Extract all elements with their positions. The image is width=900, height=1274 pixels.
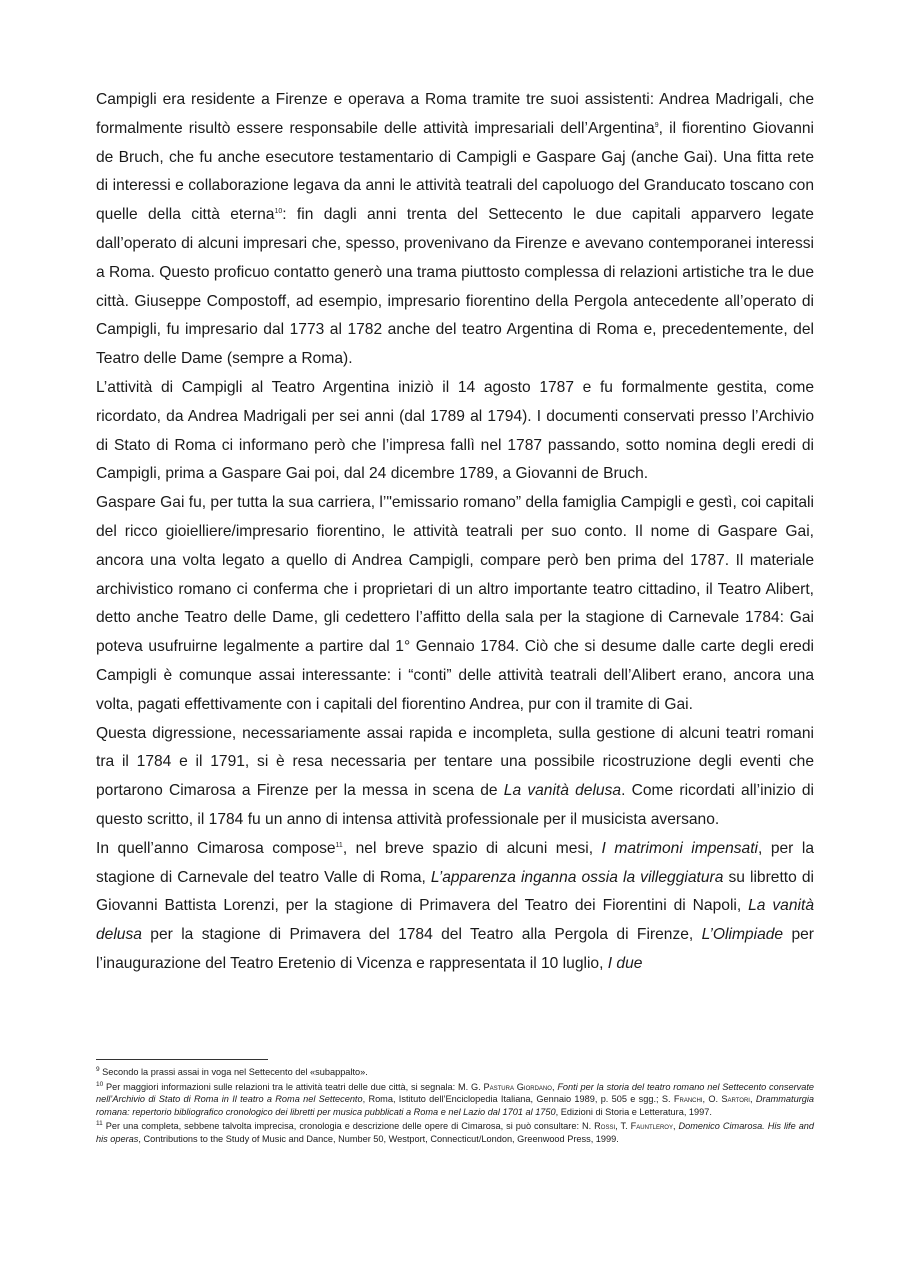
footnote-number: 10 — [96, 1080, 104, 1088]
opera-title: I due — [607, 954, 643, 972]
paragraph-5-text-a: In quell’anno Cimarosa compose — [96, 839, 336, 857]
footnote-ref-9[interactable]: 9 — [654, 121, 659, 129]
author-name: Pastura Giordano — [483, 1081, 552, 1092]
author-name: Sartori — [721, 1094, 750, 1105]
work-title: Drammaturgia romana: repertorio bibliografico cronologico dei libretti per musica pubblicati a Roma e nel Lazio dal 1701 al 1750 — [96, 1094, 815, 1117]
paragraph-5-text-f: per l’inaugurazione del Teatro Eretenio di Vicenza e rappresentata il 10 luglio, — [96, 926, 814, 972]
paragraph-4 — [96, 720, 814, 835]
paragraph-1-text-c: : fin dagli anni trenta del Settecento le due capitali apparvero legate dall’operato di alcuni impresari che, spesso, provenivano da Firenze e avevano contemporanei interessi a Roma. Questo proficuo contatto generò una trama piuttosto complessa di relazioni artistiche tra le due città. Giuseppe Compostoff, ad esempio, impresario fiorentino della Pergola antecedente all’operato di Campigli, fu impresario dal 1773 al 1782 anche del teatro Argentina di Roma e, precedentemente, del Teatro delle Dame (sempre a Roma). — [96, 206, 814, 368]
footnote-text: Per una completa, sebbene talvolta imprecisa, cronologia e descrizione delle opere di Cimarosa, si può consultare: N. — [102, 1121, 595, 1132]
paragraph-1-text-a: Campigli era residente a Firenze e operava a Roma tramite tre suoi assistenti: Andrea Madrigali, che formalmente risultò essere responsabile delle attività impresariali dell’Argentina — [96, 91, 814, 137]
footnote-number: 9 — [96, 1065, 100, 1073]
paragraph-2: L’attività di Campigli al Teatro Argentina iniziò il 14 agosto 1787 e fu formalmente gestita, come ricordato, da Andrea Madrigali per sei anni (dal 1789 al 1794). I documenti conservati presso l’Archivio di Stato di Roma ci informano però che l’impresa fallì nel 1787 passando, sotto nomina degli eredi di Campigli, prima a Gaspare Gai poi, dal 24 dicembre 1789, a Giovanni de Bruch. — [96, 378, 814, 483]
paragraph-5-text-b: , nel breve spazio di alcuni mesi, — [342, 839, 602, 857]
author-name: Fauntleroy — [630, 1121, 673, 1132]
footnote-text: , O. — [702, 1094, 722, 1105]
footnote-text: Per maggiori informazioni sulle relazioni tra le attività teatri delle due città, si segnala: M. G. — [103, 1081, 484, 1092]
paragraph-4-text-a: Questa digressione, necessariamente assai rapida e incompleta, sulla gestione di alcuni teatri romani tra il 1784 e il 1791, si è resa necessaria per tentare una possibile ricostruzione degli eventi che portarono Cimarosa a Firenze per la messa in scena de — [96, 724, 814, 800]
paragraph-5-text-d: su libretto di Giovanni Battista Lorenzi, per la stagione di Primavera del Teatro dei Fiorentini di Napoli, — [96, 868, 814, 915]
footnote-9 — [96, 1066, 814, 1079]
footnote-ref-11[interactable]: 11 — [335, 841, 343, 849]
footnote-text: , — [551, 1081, 558, 1092]
work-title: Domenico Cimarosa. His life and his operas — [96, 1121, 815, 1144]
footnote-text: Secondo la prassi assai in voga nel Settecento del «subappalto». — [99, 1067, 368, 1077]
body-text — [96, 86, 814, 979]
opera-title: La vanità delusa — [503, 782, 622, 800]
footnotes — [96, 1066, 814, 1148]
author-name: Franchi — [673, 1094, 703, 1105]
paragraph-1-text-b: , il fiorentino Giovanni de Bruch, che fu anche esecutore testamentario di Campigli e Gaspare Gaj (anche Gai). Una fitta rete di interessi e collaborazione legava da anni le attività teatrali del capoluogo del Granducato toscano con quelle della città eterna — [96, 119, 815, 224]
footnote-text: , Roma, Istituto dell’Enciclopedia Italiana, Gennaio 1989, p. 505 e sgg.; S. — [362, 1094, 674, 1105]
paragraph-1 — [96, 86, 814, 374]
footnote-text: , T. — [615, 1121, 631, 1132]
paragraph-5-text-e: per la stagione di Primavera del 1784 del Teatro alla Pergola di Firenze, — [141, 926, 702, 944]
paragraph-3: Gaspare Gai fu, per tutta la sua carriera, l’"emissario romano” della famiglia Campigli e gestì, coi capitali del ricco gioielliere/impresario fiorentino, le attività teatrali per suo conto. Il nome di Gaspare Gai, ancora una volta legato a quello di Andrea Campigli, compare però ben prima del 1787. Il materiale archivistico romano ci conferma che i proprietari di un altro importante teatro cittadino, il Teatro Alibert, detto anche Teatro delle Dame, gli cedettero l’affitto della sala per la stagione di Carnevale 1784: Gai poteva usufruirne legalmente a partire dal 1° Gennaio 1784. Ciò che si desume dalle carte degli eredi Campigli è comunque assai interessante: i “conti” delle attività teatrali dell’Alibert erano, ancora una volta, pagati effettivamente con i capitali del fiorentino Andrea, pur con il tramite di Gai. — [96, 494, 814, 713]
opera-title: La vanità delusa — [96, 897, 814, 944]
author-name: Rossi — [594, 1121, 616, 1132]
footnote-text: , Contributions to the Study of Music and Dance, Number 50, Westport, Connecticut/London, Greenwood Press, 1999. — [138, 1133, 619, 1144]
paragraph-5 — [96, 835, 814, 979]
footnote-number: 11 — [96, 1120, 103, 1128]
work-title: Fonti per la storia del teatro romano nel Settecento conservate nell’Archivio di Stato di Roma in Il teatro a Roma nel Settecento — [96, 1081, 814, 1105]
opera-title: L’apparenza inganna ossia la villeggiatura — [430, 868, 724, 886]
footnote-11 — [96, 1120, 814, 1145]
paragraph-5-text-c: , per la stagione di Carnevale del teatro Valle di Roma, — [96, 839, 814, 886]
footnote-ref-10[interactable]: 10 — [274, 208, 283, 215]
footnote-text: , Edizioni di Storia e Letteratura, 1997. — [555, 1106, 712, 1117]
footnote-10 — [96, 1081, 814, 1119]
footnote-text: , — [749, 1094, 756, 1105]
footnote-separator — [96, 1059, 268, 1060]
opera-title: I matrimoni impensati — [601, 839, 759, 857]
footnote-text: , — [672, 1121, 679, 1132]
paragraph-4-text-b: . Come ricordati all’inizio di questo scritto, il 1784 fu un anno di intensa attività professionale per il musicista aversano. — [96, 782, 814, 828]
opera-title: L’Olimpiade — [701, 926, 784, 944]
